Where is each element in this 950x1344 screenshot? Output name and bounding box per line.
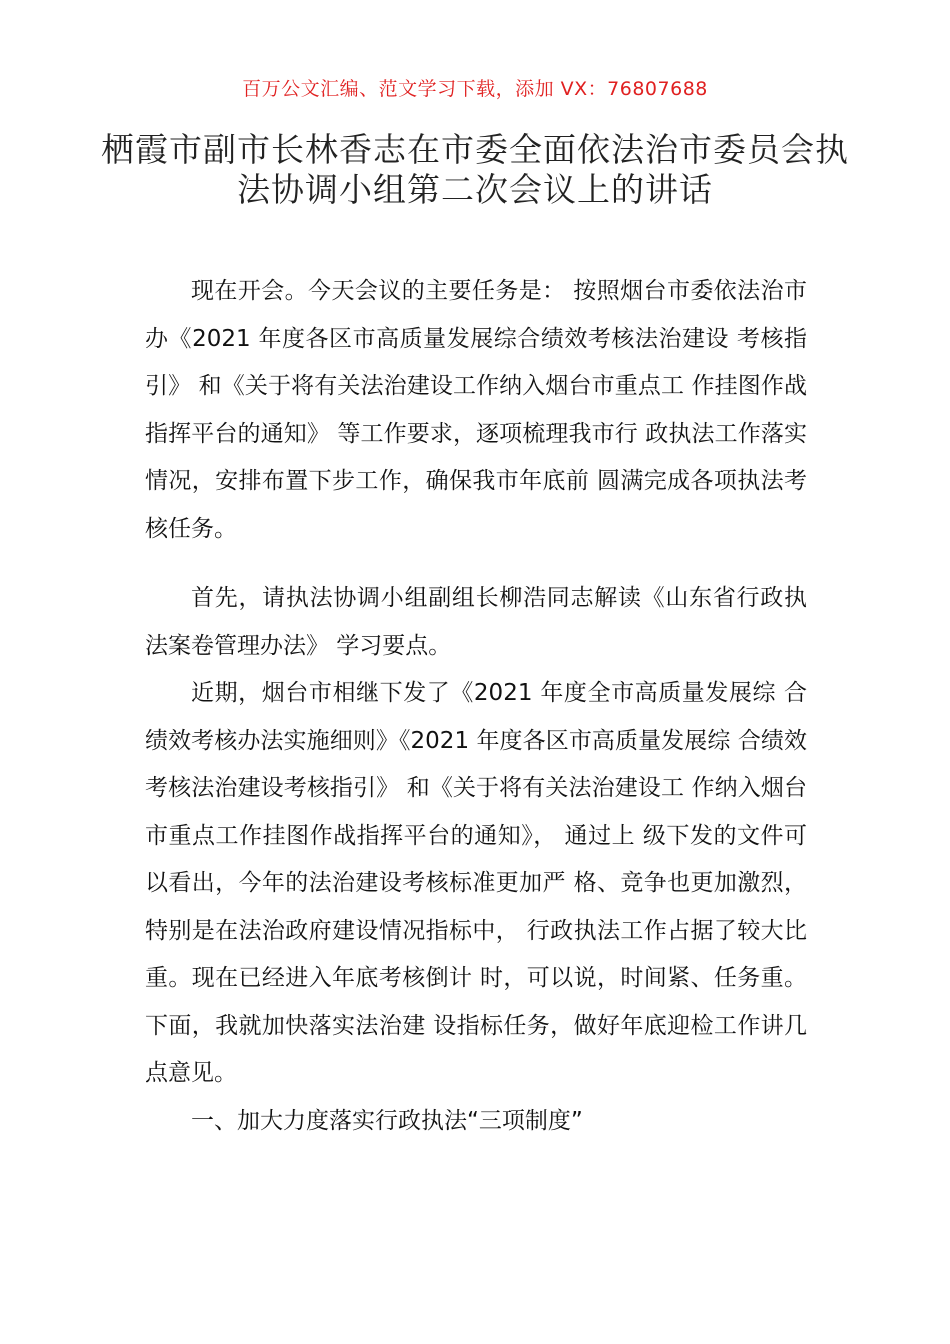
header-watermark-note: 百万公文汇编、范文学习下载，添加 VX：76807688: [242, 78, 708, 100]
paragraph-opening: 现在开会。今天会议的主要任务是： 按照烟台市委依法治市办《2021 年度各区市高质量发展综合绩效考核法治建设 考核指引》 和《关于将有关法治建设工作纳入烟台市重点工 作挂图作战指挥平台的通知》 等工作要求，逐项梳理我市行 政执法工作落实情况，安排布置下步工作，确保我市年底前 圆满完成各项执法考核任务。: [145, 278, 807, 542]
section-heading-1: 一、加大力度落实行政执法“三项制度”: [191, 1107, 583, 1134]
document-title: 栖霞市副市长林香志在市委全面依法治市委员会执法协调小组第二次会议上的讲话: [101, 130, 849, 209]
document-body: [145, 268, 807, 1145]
paragraph-context: 近期，烟台市相继下发了《2021 年度全市高质量发展综 合绩效考核办法实施细则》《2021 年度各区市高质量发展综 合绩效考核法治建设考核指引》 和《关于将有关法治建设工 作纳入烟台市重点工作挂图作战指挥平台的通知》， 通过上 级下发的文件可以看出，今年的法治建设考核标准更加严 格、竞争也更加激烈，特别是在法治政府建设情况指标中， 行政执法工作占据了较大比重。现在已经进入年底考核倒计 时，可以说，时间紧、任务重。下面，我就加快落实法治建 设指标任务，做好年底迎检工作讲几点意见。: [145, 680, 807, 1086]
paragraph-first-item: 首先，请执法协调小组副组长柳浩同志解读《山东省行政执法案卷管理办法》 学习要点。: [145, 585, 807, 659]
